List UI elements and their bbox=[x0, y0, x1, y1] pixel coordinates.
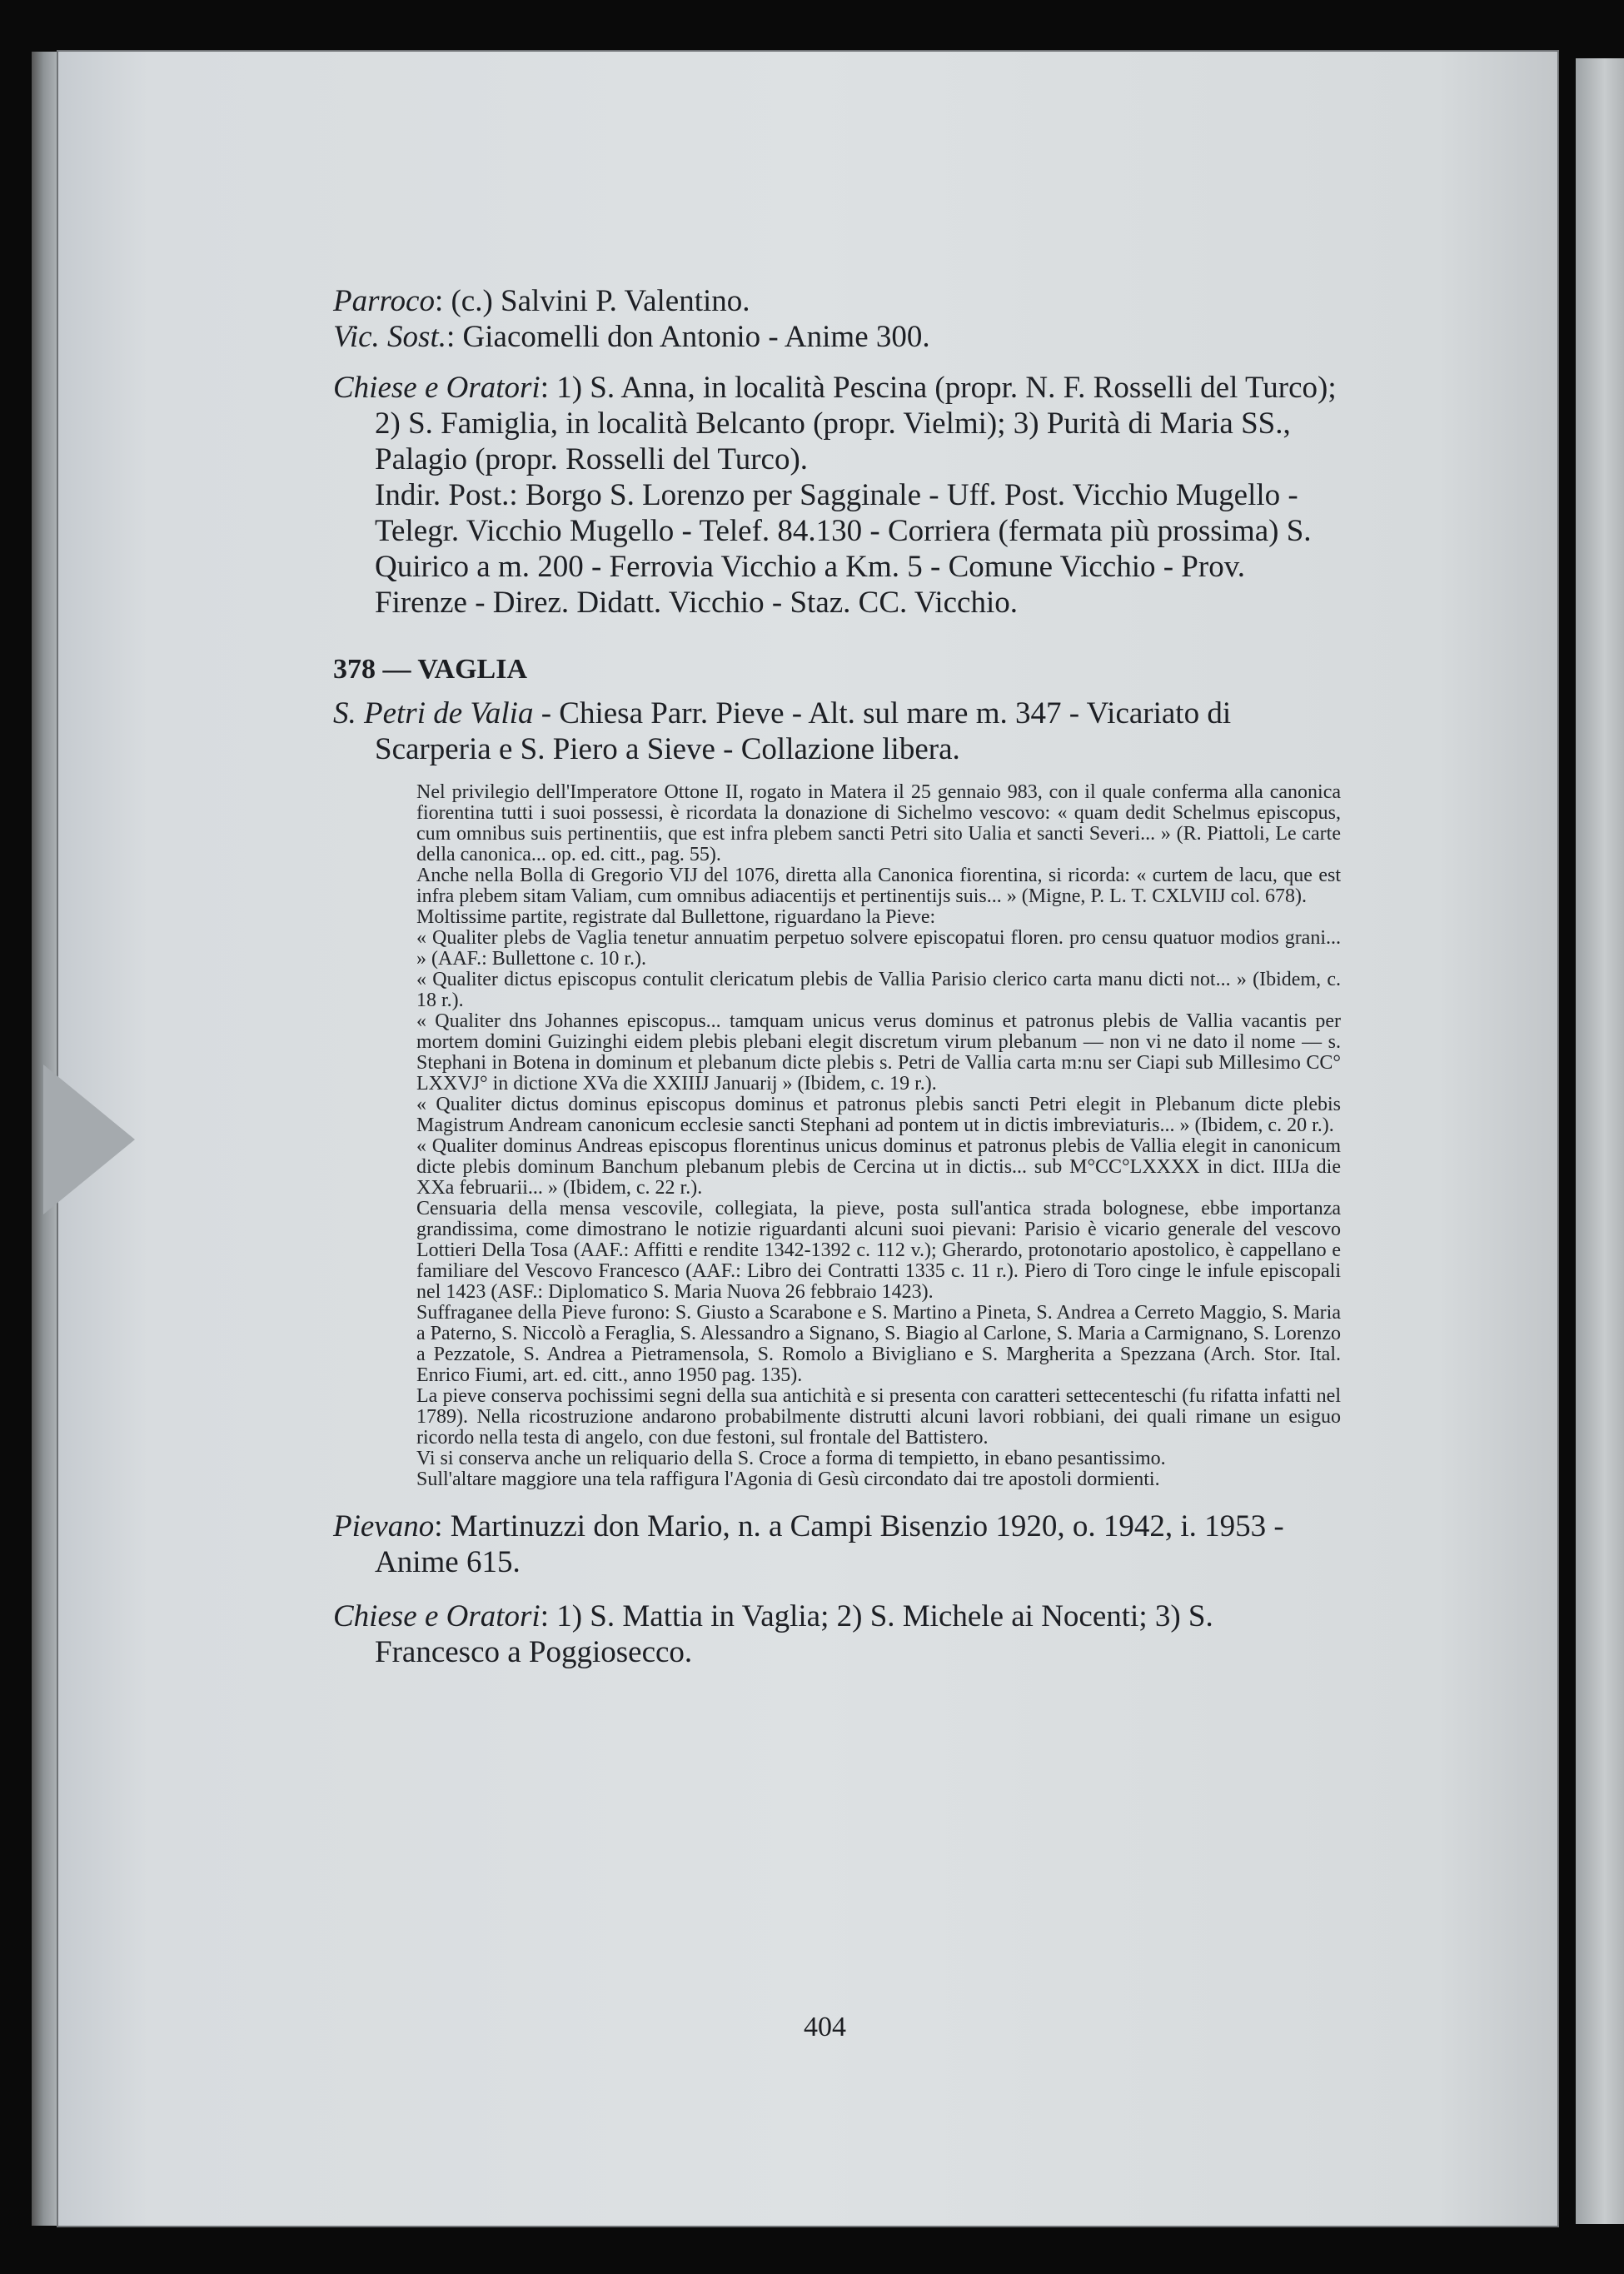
note-paragraph: Sull'altare maggiore una tela raffigura l'Agonia di Gesù circondato dai tre apostoli dormienti. bbox=[416, 1469, 1160, 1490]
vic-sost-label: Vic. Sost. bbox=[333, 320, 446, 354]
note-paragraph: Vi si conserva anche un reliquario della S. Croce a forma di tempietto, in ebano pesantissimo. bbox=[416, 1448, 1166, 1469]
chiese-oratori-bottom-text: : 1) S. Mattia in Vaglia; 2) S. Michele ai Nocenti; 3) S. Francesco a Poggiosecco. bbox=[375, 1599, 1213, 1669]
historical-notes bbox=[416, 782, 1341, 1490]
parroco-label: Parroco bbox=[333, 284, 435, 318]
note-paragraph: « Qualiter dictus episcopus contulit clericatum plebis de Vallia Parisio clerico carta manu dicti not... » (Ibidem, c. 18 r.). bbox=[416, 969, 1341, 1011]
page-content bbox=[333, 283, 1341, 1670]
note-paragraph: « Qualiter dominus Andreas episcopus florentinus unicus dominus et patronus plebis de Vallia elegit in canonicum dicte plebis dominum Banchum plebanum plebis de Cercina ut in dictis... sub M°CC°LXXXX in dict. IIIJa die XXa februarii... » (Ibidem, c. 22 r.). bbox=[416, 1135, 1341, 1199]
chiese-oratori-bottom-label: Chiese e Oratori bbox=[333, 1599, 541, 1633]
chiese-oratori-top bbox=[333, 370, 1341, 477]
note-paragraph: La pieve conserva pochissimi segni della sua antichità e si presenta con caratteri settecenteschi (fu rifatta infatti nel 1789). Nella ricostruzione andarono probabilmente distrutti alcuni lavori robbiani, dei quali rimane un esiguo ricordo nella testa di angelo, con due festoni, sul frontale del Battistero. bbox=[416, 1385, 1341, 1449]
chiese-oratori-bottom bbox=[333, 1598, 1341, 1670]
section-subtitle bbox=[333, 696, 1341, 767]
indirizzo-postale: Indir. Post.: Borgo S. Lorenzo per Sagginale - Uff. Post. Vicchio Mugello - Telegr. Vicchio Mugello - Telef. 84.130 - Corriera (fermata più prossima) S. Quirico a m. 200 - Ferrovia Vicchio a Km. 5 - Comune Vicchio - Prov. Firenze - Direz. Didatt. Vicchio - Staz. CC. Vicchio. bbox=[375, 478, 1312, 620]
vic-sost-text: : Giacomelli don Antonio - Anime 300. bbox=[446, 320, 930, 354]
page-tab-marker bbox=[43, 1065, 135, 1214]
pievano-line bbox=[333, 1509, 1341, 1580]
note-paragraph: « Qualiter dictus dominus episcopus dominus et patronus plebis sancti Petri elegit in Plebanum dicte plebis Magistrum Andream canonicum ecclesie sancti Stephani ad pontem ut in dictis imbreviaturis... » (Ibidem, c. 20 r.). bbox=[416, 1094, 1341, 1136]
note-paragraph: « Qualiter dns Johannes episcopus... tamquam unicus verus dominus et patronus plebis de Vallia vacantis per mortem domini Guizinghi eidem plebis plebani elegit discretum virum plebanum — non vi ne dato il nome — s. Stephani in Botena in dominum et plebanum dicte plebis s. Petri de Vallia carta m:nu ser Ciapi sub Millesimo CC° LXXVJ° in dictione XVa die XXIIIJ Januarij » (Ibidem, c. 19 r.). bbox=[416, 1010, 1341, 1095]
note-paragraph: Nel privilegio dell'Imperatore Ottone II, rogato in Matera il 25 gennaio 983, con il quale conferma alla canonica fiorentina tutti i suoi possessi, è ricordata la donazione di Sichelmo vescovo: « quam dedit Schelmus episcopus, cum omnibus suis pertinentiis, que est infra plebem sancti Petri sito Ualia et sancti Severi... » (R. Piattoli, Le carte della canonica... op. ed. citt., pag. 55). bbox=[416, 781, 1341, 865]
note-paragraph: Censuaria della mensa vescovile, collegiata, la pieve, posta sull'antica strada bolognese, ebbe importanza grandissima, come dimostrano le notizie riguardanti alcuni suoi pievani: Parisio è vicario generale del vescovo Lottieri Della Tosa (AAF.: Affitti e rendite 1342-1392 c. 112 v.); Gherardo, protonotario apostolico, è cappellano e familiare del Vescovo Francesco (AAF.: Libro dei Contratti 1335 c. 11 r.). Piero di Toro cinge le infule episcopali nel 1423 (ASF.: Diplomatico S. Maria Nuova 26 febbraio 1423). bbox=[416, 1198, 1341, 1303]
note-paragraph: Suffraganee della Pieve furono: S. Giusto a Scarabone e S. Martino a Pineta, S. Andrea a Cerreto Maggio, S. Maria a Paterno, S. Niccolò a Feraglia, S. Alessandro a Signano, S. Biagio al Carlone, S. Maria a Carmignano, S. Lorenzo a Pezzatole, S. Andrea a Pietramensola, S. Romolo a Bivigliano e S. Margherita a Spezzana (Arch. Stor. Ital. Enrico Fiumi, art. ed. citt., anno 1950 pag. 135). bbox=[416, 1302, 1341, 1386]
chiese-oratori-top-text: : 1) S. Anna, in località Pescina (propr. N. F. Rosselli del Turco); 2) S. Famiglia, in località Belcanto (propr. Vielmi); 3) Purità di Maria SS., Palagio (propr. Rosselli del Turco). bbox=[375, 371, 1337, 476]
parroco-text: : (c.) Salvini P. Valentino. bbox=[434, 284, 750, 318]
pievano-label: Pievano bbox=[333, 1509, 435, 1543]
note-paragraph: Anche nella Bolla di Gregorio VIJ del 1076, diretta alla Canonica fiorentina, si ricorda: « curtem de lacu, que est infra plebem sitam Valiam, cum omnibus adiacentijs et pertinentijs suis... » (Migne, P. L. T. CXLVIIJ col. 678). bbox=[416, 865, 1341, 907]
next-page-edge bbox=[1576, 58, 1624, 2224]
vic-sost-line bbox=[333, 319, 1341, 355]
page-number: 404 bbox=[804, 2012, 846, 2042]
section-subtitle-label: S. Petri de Valia bbox=[333, 696, 534, 731]
note-paragraph: « Qualiter plebs de Vaglia tenetur annuatim perpetuo solvere episcopatui floren. pro censu quatuor modios grani... » (AAF.: Bullettone c. 10 r.). bbox=[416, 927, 1341, 970]
section-heading: 378 — VAGLIA bbox=[333, 654, 528, 685]
pievano-text: : Martinuzzi don Mario, n. a Campi Bisenzio 1920, o. 1942, i. 1953 - Anime 615. bbox=[375, 1509, 1284, 1579]
chiese-oratori-top-label: Chiese e Oratori bbox=[333, 371, 541, 405]
note-paragraph: Moltissime partite, registrate dal Bullettone, riguardano la Pieve: bbox=[416, 906, 936, 928]
parroco-line bbox=[333, 283, 1341, 319]
section-subtitle-text: - Chiesa Parr. Pieve - Alt. sul mare m. 347 - Vicariato di Scarperia e S. Piero a Sieve - Collazione libera. bbox=[375, 696, 1232, 766]
